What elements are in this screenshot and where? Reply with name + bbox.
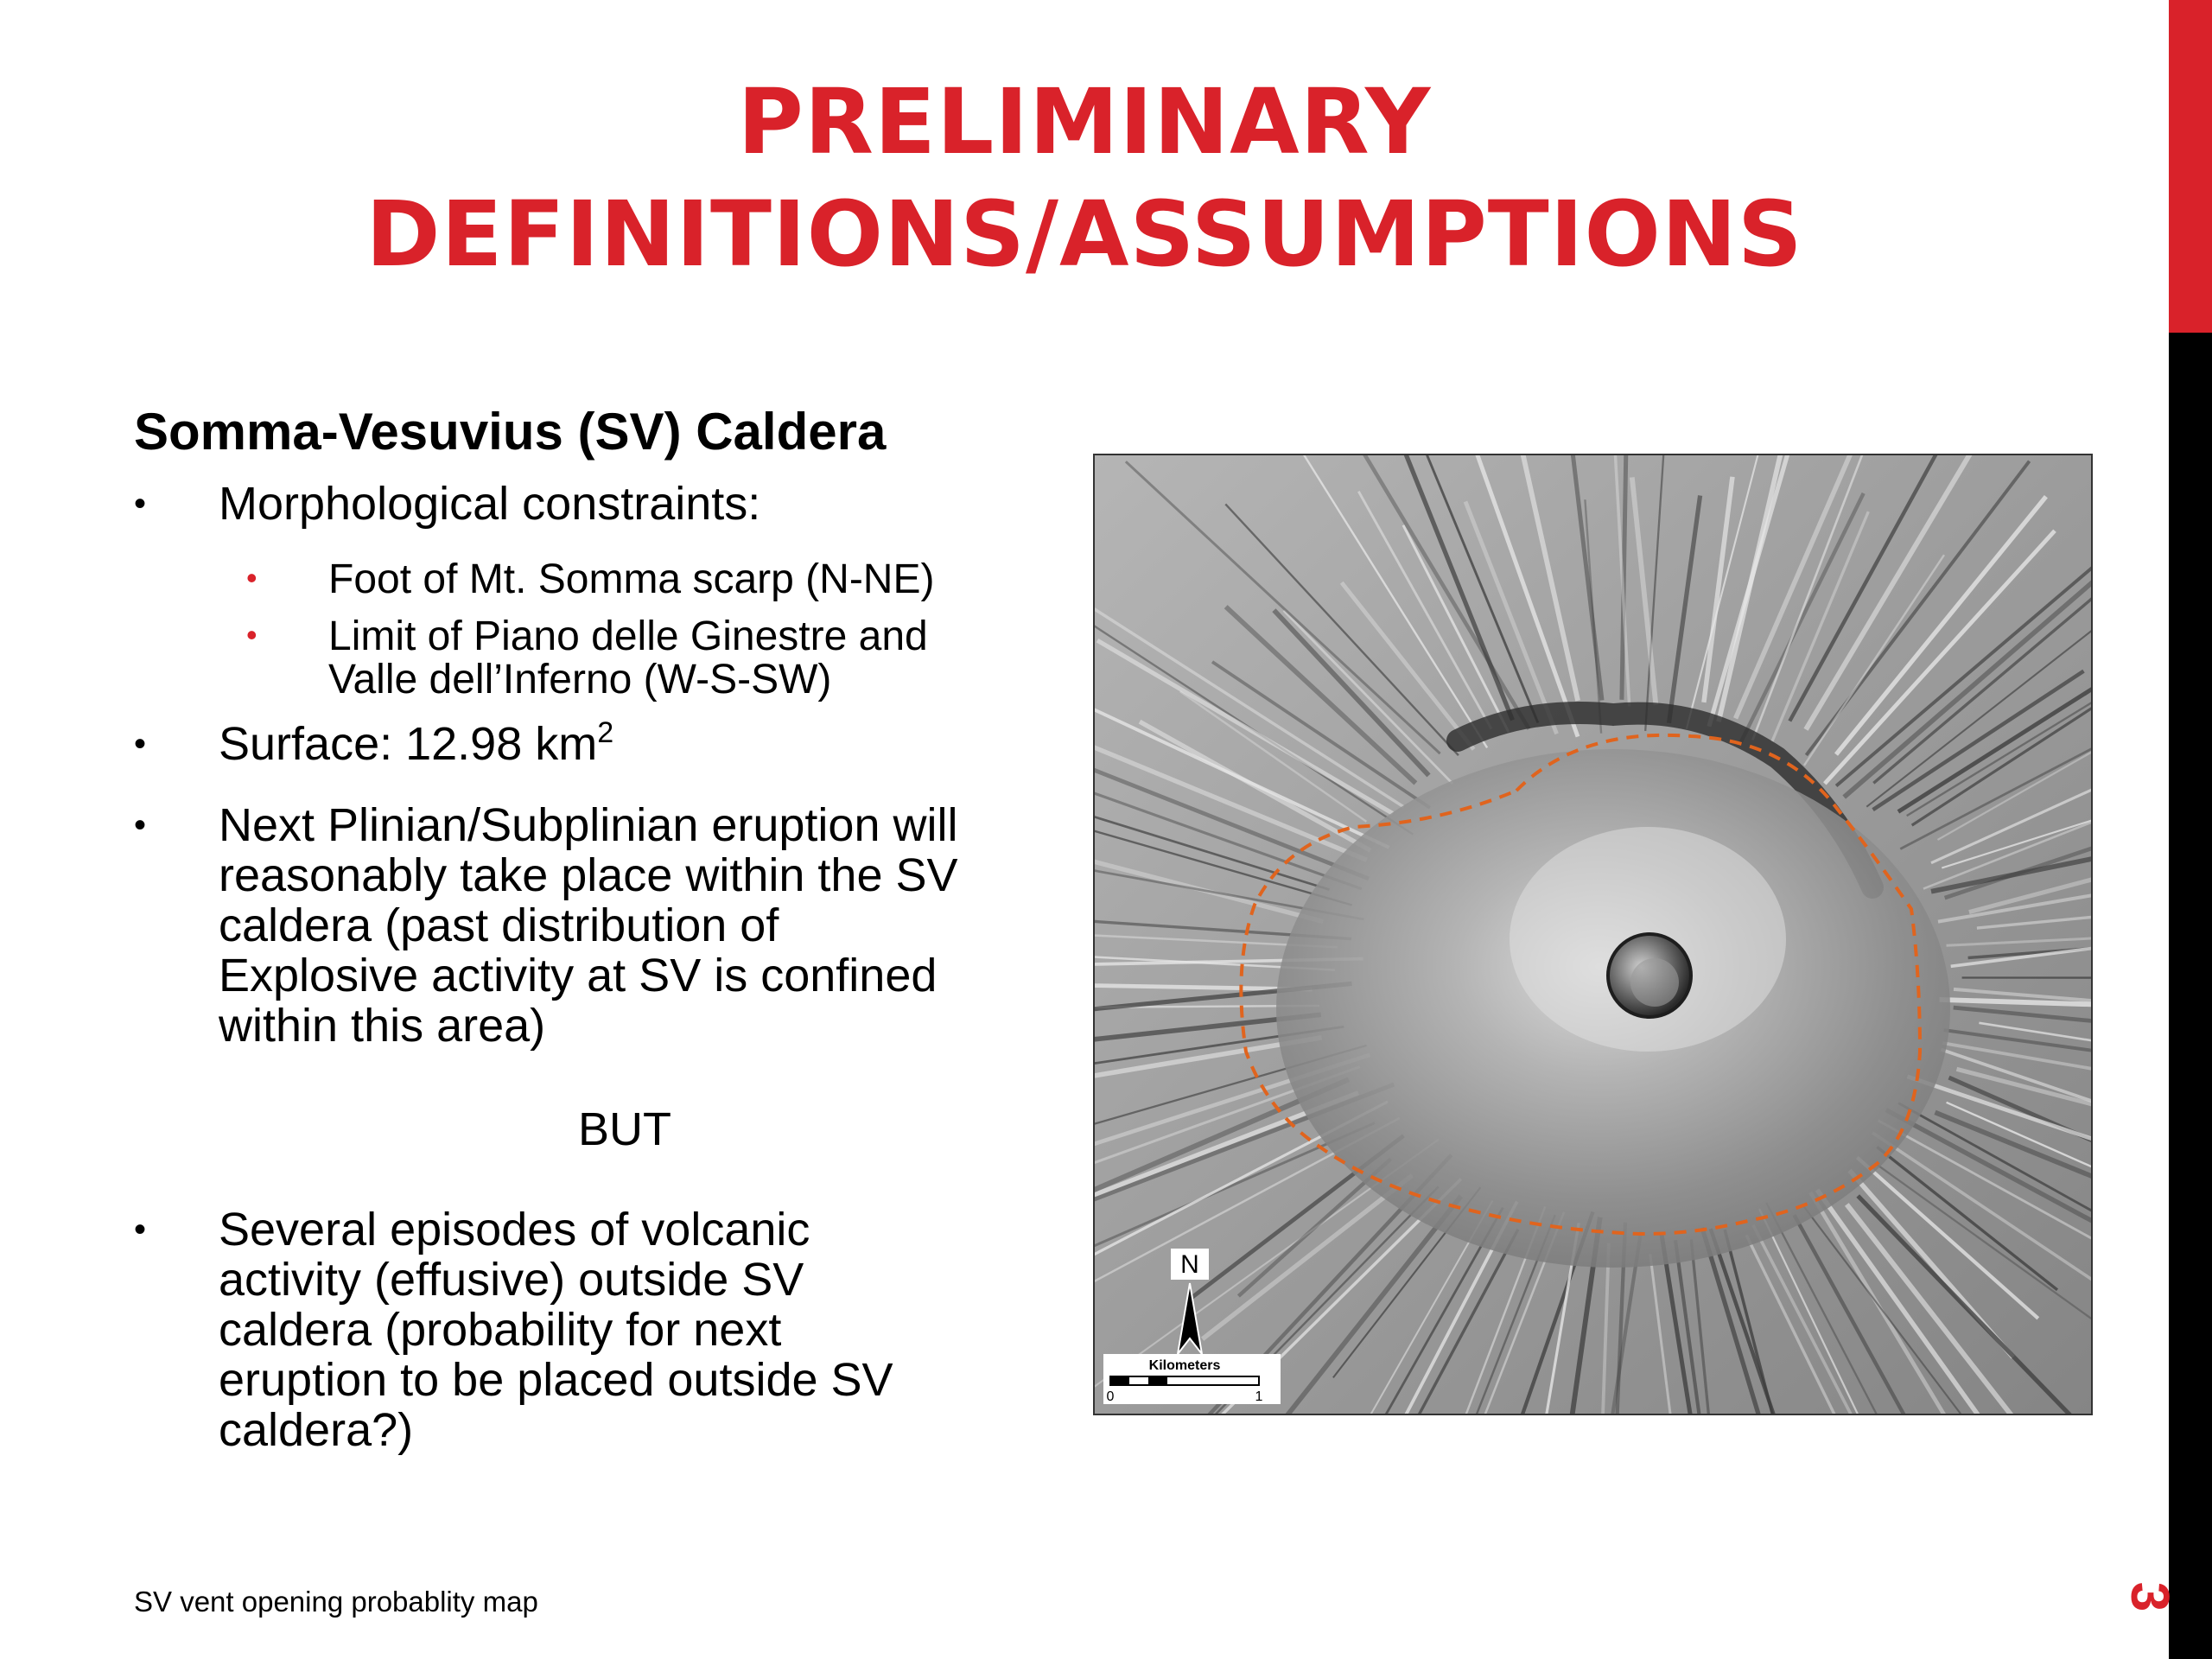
bullet-text-line: eruption to be placed outside SV bbox=[219, 1354, 893, 1406]
slide-title bbox=[0, 66, 2169, 290]
caldera-relief-map bbox=[1093, 454, 2093, 1415]
scale-bar-frame bbox=[1110, 1376, 1259, 1385]
scale-min-label: 0 bbox=[1106, 1389, 1115, 1404]
bullet-text-line: caldera?) bbox=[219, 1404, 414, 1456]
section-heading: Somma-Vesuvius (SV) Caldera bbox=[134, 403, 887, 461]
but-label: BUT bbox=[578, 1103, 671, 1155]
sub-bullet-dot: • bbox=[246, 560, 257, 595]
scale-bar bbox=[1103, 1354, 1281, 1404]
relief-map-graphic bbox=[1095, 455, 2091, 1414]
bullet-dot: • bbox=[134, 806, 147, 844]
bullet-text-line: within this area) bbox=[219, 1000, 546, 1052]
sub-bullet-dot: • bbox=[246, 617, 257, 652]
bullet-next-eruption bbox=[134, 800, 1067, 1051]
scale-segment bbox=[1148, 1376, 1167, 1385]
scale-title: Kilometers bbox=[1148, 1358, 1221, 1373]
bullet-text: Morphological constraints: bbox=[219, 478, 761, 530]
bullet-text-line: caldera (past distribution of bbox=[219, 899, 779, 951]
scale-max-label: 1 bbox=[1255, 1389, 1263, 1404]
sub-bullet-text-line-1: Limit of Piano delle Ginestre and bbox=[328, 613, 928, 659]
bullet-text-line: Next Plinian/Subplinian eruption will bbox=[219, 799, 958, 851]
bullet-dot: • bbox=[134, 725, 147, 763]
bullet-effusive-episodes bbox=[134, 1205, 1067, 1455]
footer-note: SV vent opening probablity map bbox=[134, 1586, 538, 1618]
sub-bullet-somma-scarp bbox=[134, 558, 1067, 601]
slide-title-line-2: DEFINITIONS/ASSUMPTIONS bbox=[365, 181, 1803, 287]
bullet-text-line: Explosive activity at SV is confined bbox=[219, 950, 938, 1001]
bullet-text-line: reasonably take place within the SV bbox=[219, 849, 958, 901]
crater-inner bbox=[1630, 958, 1679, 1007]
side-bar-accent bbox=[2169, 0, 2212, 333]
bullet-dot: • bbox=[134, 1211, 147, 1249]
bullet-text-line: caldera (probability for next bbox=[219, 1304, 782, 1356]
north-label: N bbox=[1180, 1250, 1199, 1279]
slide-title-line-1: PRELIMINARY bbox=[737, 69, 1432, 175]
bullet-morphological-constraints bbox=[134, 479, 1067, 529]
sub-bullet-text: Foot of Mt. Somma scarp (N-NE) bbox=[328, 556, 935, 602]
bullet-surface bbox=[134, 716, 1067, 770]
bullet-text-line: Several episodes of volcanic bbox=[219, 1204, 810, 1255]
bullet-text: Surface: 12.98 km bbox=[219, 718, 598, 770]
content-column bbox=[134, 396, 1067, 1455]
bullet-text-line: activity (effusive) outside SV bbox=[219, 1254, 804, 1306]
page-number: 3 bbox=[2120, 1581, 2180, 1612]
scale-segment bbox=[1110, 1376, 1129, 1385]
sub-bullet-piano-ginestre bbox=[134, 615, 1067, 702]
bullet-dot: • bbox=[134, 485, 147, 523]
superscript: 2 bbox=[597, 716, 614, 749]
sub-bullet-text-line-2: Valle dell’Inferno (W-S-SW) bbox=[328, 657, 832, 702]
